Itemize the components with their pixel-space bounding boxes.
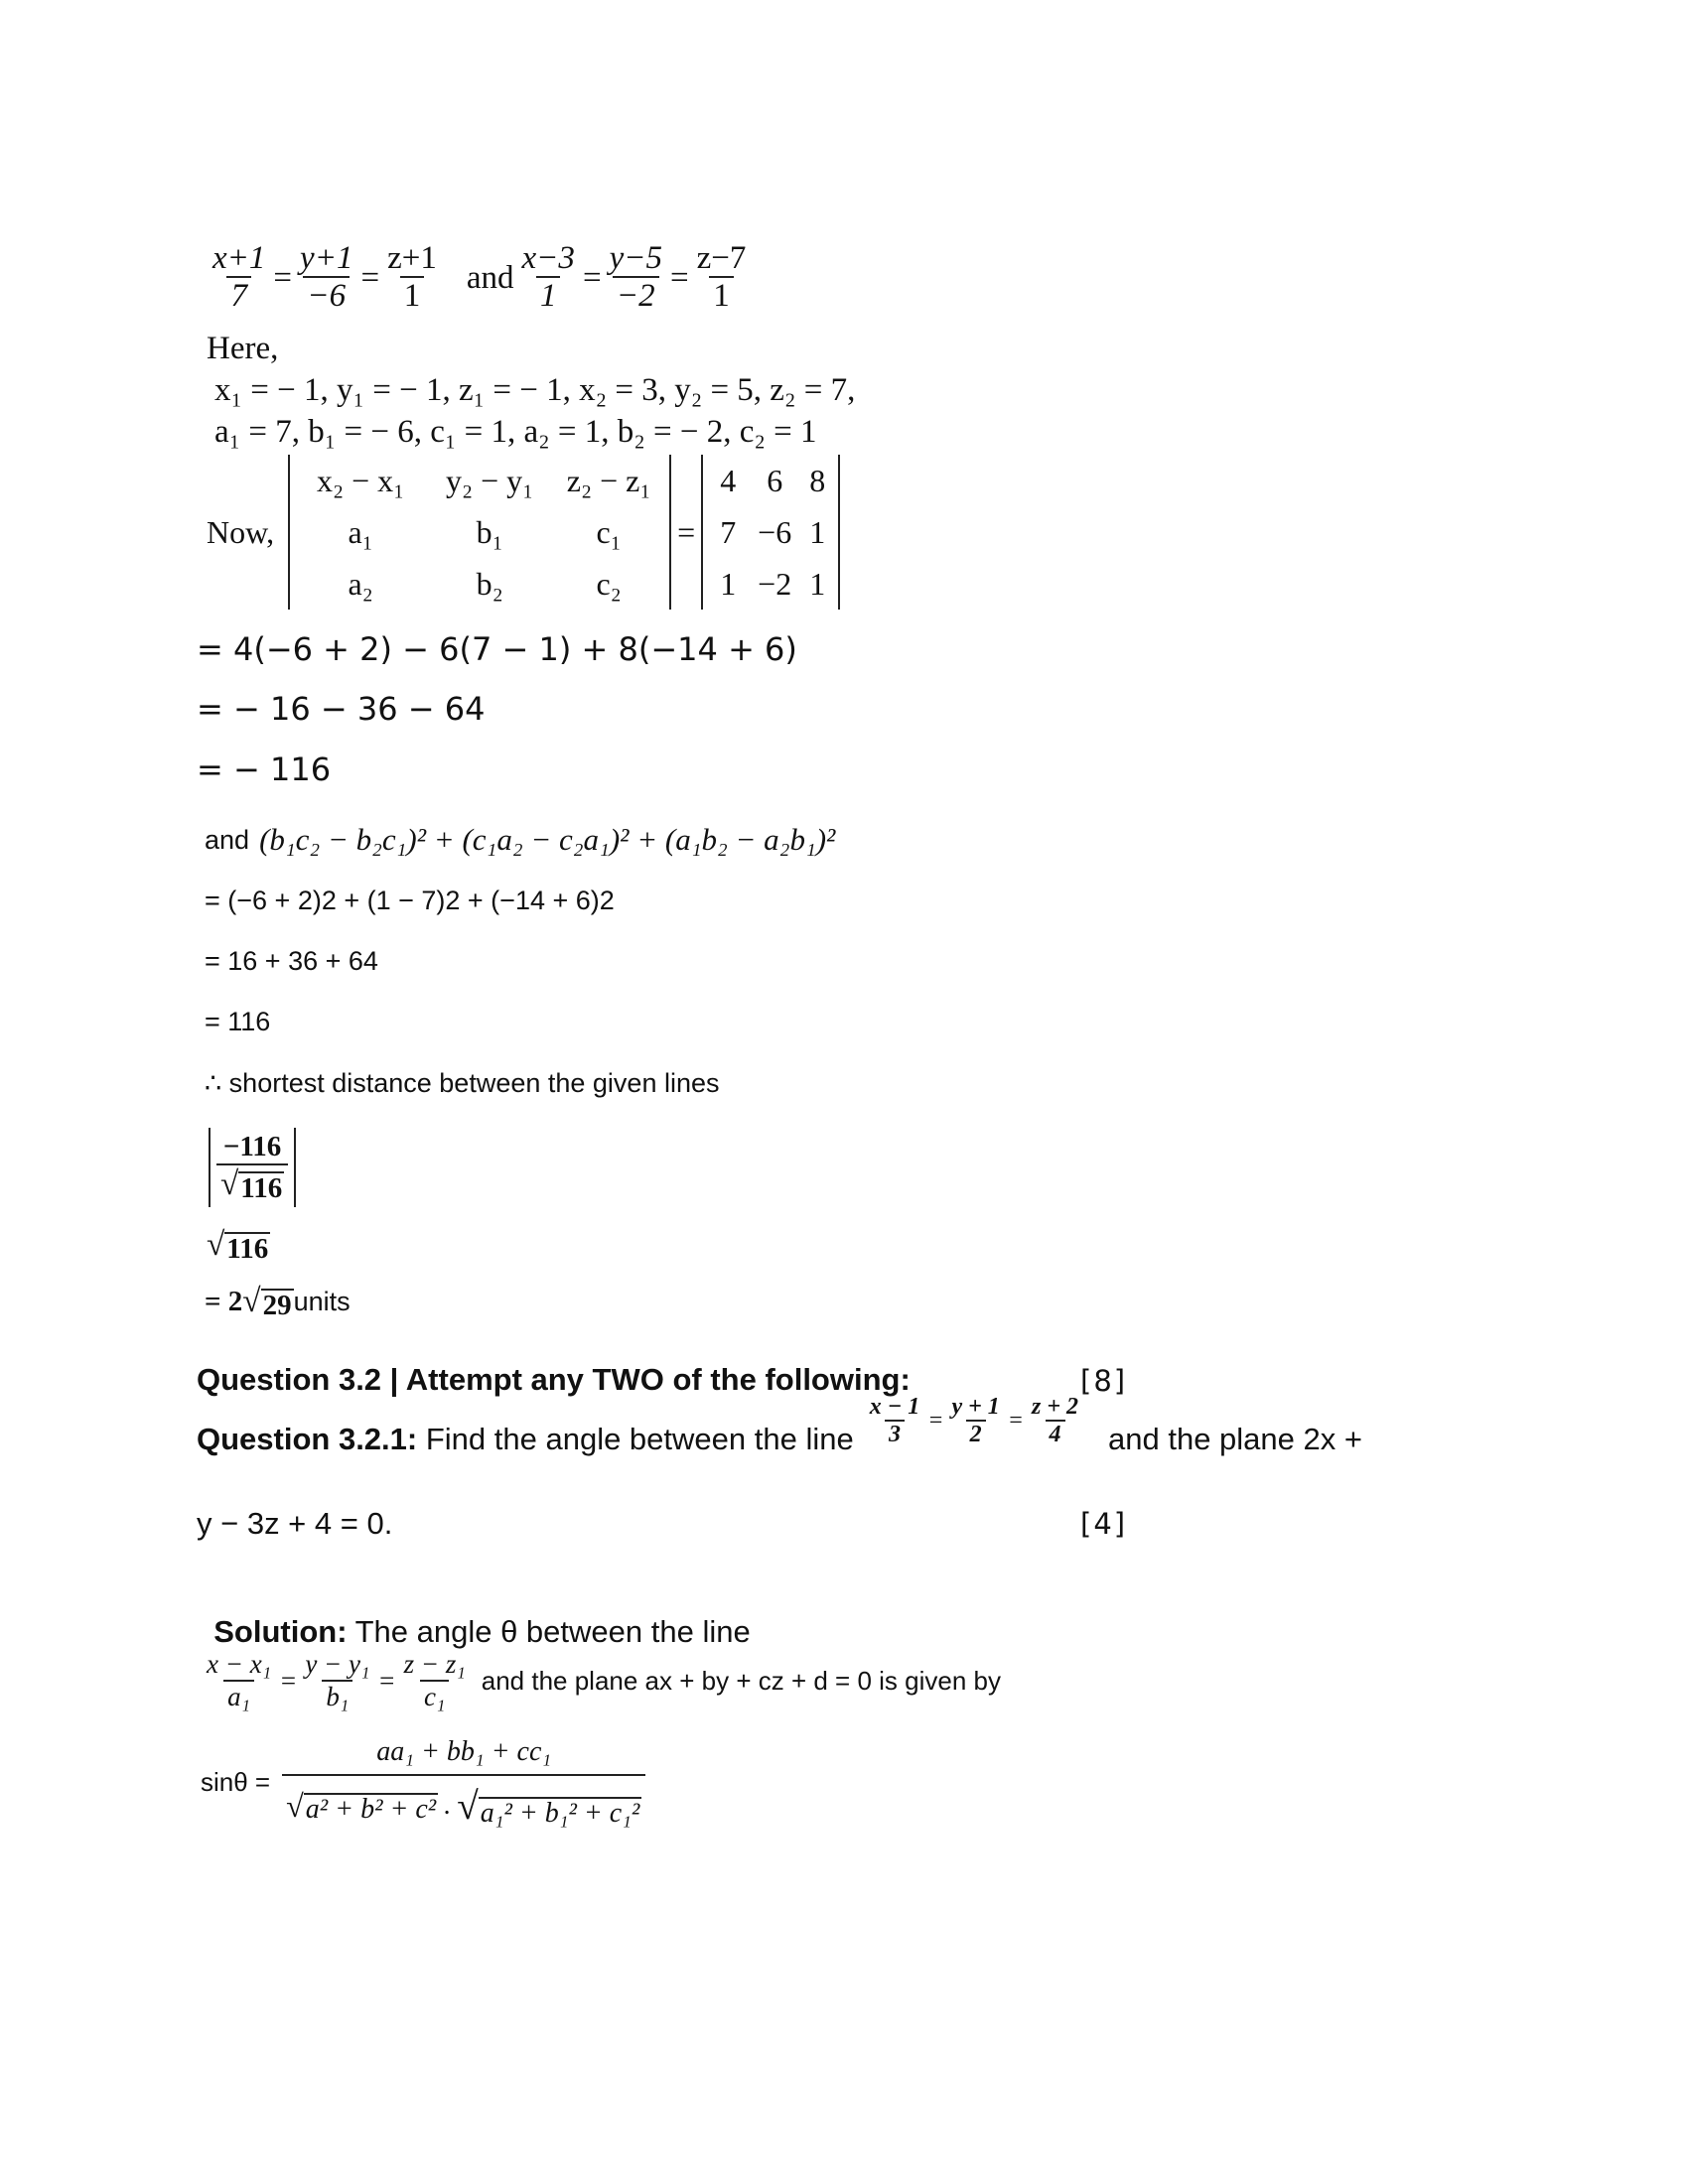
question-3-2-1-marks: [4] xyxy=(1080,1507,1128,1541)
expansion-step: = 4(−6 + 2) − 6(7 − 1) + 8(−14 + 6) xyxy=(197,630,797,668)
distance-sqrt: √ 116 xyxy=(207,1226,269,1265)
now-label: Now, xyxy=(207,513,275,550)
determinant-symbolic: x₂ − x₁ y₂ − y₁ z₂ − z₁ a₁ b₁ c₁ a₂ b₂ c₂ xyxy=(288,455,671,610)
question-3-2-1: Question 3.2.1: Find the angle between the line $\frac{x - 1}{3}$ = $\frac{y + 1}{2}$ = $\frac{z + 2}{4}$ and the plane 2x + xyxy=(197,1394,1362,1456)
distance-fraction: −116 √ 116 xyxy=(209,1128,296,1207)
determinant-numeric: 4 6 8 7 −6 1 1 −2 1 xyxy=(701,455,840,610)
fraction: $\frac{z-7}{1}$ xyxy=(696,240,747,315)
fraction: $\frac{z+1}{1}$ xyxy=(387,240,437,315)
fraction: $\frac{x-3}{1}$ xyxy=(521,240,575,315)
expansion-step: = − 116 xyxy=(197,751,332,788)
sum-squares-step: = (−6 + 2)2 + (1 − 7)2 + (−14 + 6)2 xyxy=(205,886,615,915)
fraction: $\frac{x+1}{7}$ xyxy=(212,240,266,315)
fraction: $\frac{\text{y − y₁}}{\text{b₁}}$ xyxy=(305,1649,370,1711)
question-3-2-1-line2: y − 3z + 4 = 0. xyxy=(197,1506,393,1541)
sum-squares-step: = 116 xyxy=(205,1007,271,1036)
here-label: Here, xyxy=(207,331,279,366)
question-3-2-marks: [8] xyxy=(1080,1364,1128,1398)
question-label: Question 3.2.1: xyxy=(197,1422,418,1456)
fraction: $\frac{\text{x − x₁}}{\text{a₁}}$ xyxy=(207,1649,272,1711)
expansion-step: = − 16 − 36 − 64 xyxy=(197,690,486,728)
general-line-equation: $\frac{\text{x − x₁}}{\text{a₁}}$ = $\frac{\text{y − y₁}}{\text{b₁}}$ = $\frac{\text{z − z₁}}{\text{c₁}}$ and the plane ax + by + cz + d = 0 is given by xyxy=(203,1650,1001,1712)
fraction: $\frac{x - 1}{3}$ xyxy=(869,1394,920,1448)
connector-text: and xyxy=(466,259,514,296)
distance-final: = 2 √ 29 units xyxy=(205,1283,351,1321)
sine-formula: sinθ = aa₁ + bb₁ + cc₁ √ a² + b² + c² . √ a₁² + b₁² + c₁² xyxy=(201,1737,645,1829)
values-row-1: x₁ = − 1, y₁ = − 1, z₁ = − 1, x₂ = 3, y₂ = 5, z₂ = 7, xyxy=(214,372,856,408)
fraction: $\frac{\text{z − z₁}}{\text{c₁}}$ xyxy=(403,1649,466,1711)
sum-squares-expression: and (b₁c₂ − b₂c₁)² + (c₁a₂ − c₂a₁)² + (a₁b₂ − a₂b₁)² xyxy=(205,822,836,857)
fraction: $\frac{y + 1}{2}$ xyxy=(951,1394,1000,1448)
sum-squares-step: = 16 + 36 + 64 xyxy=(205,946,378,976)
given-lines-equation: $\frac{x+1}{7}$ = $\frac{y+1}{-6}$ = $\frac{z+1}{1}$ and $\frac{x-3}{1}$ = $\frac{y-5}{-2}$ = $\frac{z-7}{1}$ xyxy=(209,240,750,316)
solution-intro: Solution: The angle θ between the line xyxy=(213,1614,751,1649)
shortest-distance-label: ∴ shortest distance between the given lines xyxy=(205,1068,720,1098)
fraction: $\frac{y-5}{-2}$ xyxy=(609,240,662,315)
question-3-2-title: Question 3.2 | Attempt any TWO of the following: xyxy=(197,1362,911,1397)
values-row-2: a₁ = 7, b₁ = − 6, c₁ = 1, a₂ = 1, b₂ = − 2, c₂ = 1 xyxy=(214,414,817,450)
determinant-equation: Now, x₂ − x₁ y₂ − y₁ z₂ − z₁ a₁ b₁ c₁ a₂ b₂ c₂ = 4 6 8 7 −6 1 1 −2 1 xyxy=(207,455,840,610)
fraction: $\frac{y+1}{-6}$ xyxy=(300,240,353,315)
fraction: $\frac{z + 2}{4}$ xyxy=(1032,1394,1079,1448)
